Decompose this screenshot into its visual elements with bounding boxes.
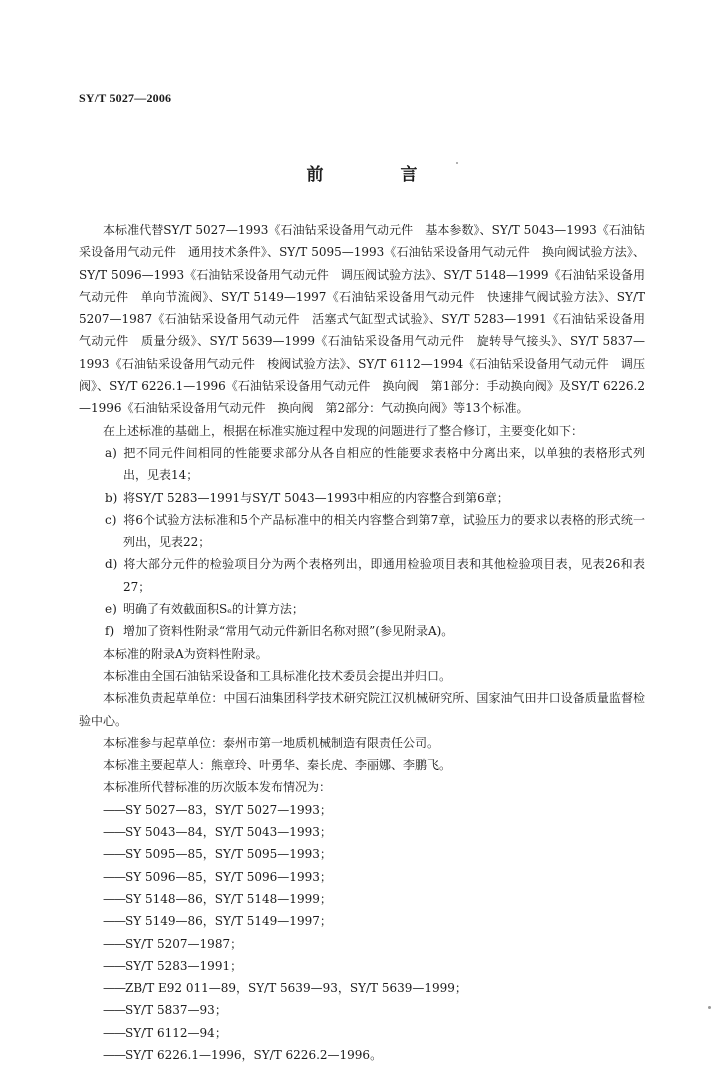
scan-speck bbox=[708, 1006, 711, 1009]
item-text: 将6个试验方法标准和5个产品标准中的相关内容整合到第7章，试验压力的要求以表格的形式统一列出，见表22； bbox=[123, 512, 645, 550]
foreword-body bbox=[79, 219, 645, 1066]
change-item bbox=[79, 553, 645, 598]
history-item bbox=[79, 799, 645, 821]
history-text: ZB/T E92 011—89，SY/T 5639—93，SY/T 5639—1999； bbox=[125, 981, 467, 996]
history-item bbox=[79, 977, 645, 999]
history-text: SY 5148—86，SY/T 5148—1999； bbox=[125, 891, 332, 906]
history-item bbox=[79, 888, 645, 910]
scan-speck bbox=[456, 162, 458, 164]
change-item bbox=[79, 620, 645, 642]
note-drafting-unit: 本标准负责起草单位：中国石油集团科学技术研究院江汉机械研究所、国家油气田井口设备质量监督检验中心。 bbox=[79, 691, 645, 728]
item-marker: e) bbox=[105, 602, 117, 617]
changes-lead: 在上述标准的基础上，根据在标准实施过程中发现的问题进行了整合修订，主要变化如下： bbox=[103, 423, 584, 438]
item-text: 明确了有效截面积Sₑ的计算方法； bbox=[123, 602, 304, 617]
note-annex: 本标准的附录A为资料性附录。 bbox=[103, 646, 268, 661]
history-text: SY 5096—85，SY/T 5096—1993； bbox=[125, 869, 332, 884]
history-dash: —— bbox=[103, 802, 125, 817]
history-text: SY/T 6112—94； bbox=[125, 1025, 227, 1040]
history-item bbox=[79, 999, 645, 1021]
history-item bbox=[79, 955, 645, 977]
item-marker: f) bbox=[105, 624, 115, 639]
history-item bbox=[79, 1044, 645, 1066]
history-text: SY 5043—84，SY/T 5043—1993； bbox=[125, 825, 332, 840]
change-item bbox=[79, 509, 645, 554]
history-item bbox=[79, 843, 645, 865]
history-text: SY/T 6226.1—1996，SY/T 6226.2—1996。 bbox=[125, 1047, 383, 1062]
history-dash: —— bbox=[103, 869, 125, 884]
item-text: 把不同元件间相同的性能要求部分从各自相应的性能要求表格中分离出来，以单独的表格形式列出，见表14； bbox=[123, 445, 645, 483]
history-dash: —— bbox=[103, 1025, 125, 1040]
note-history-lead: 本标准所代替标准的历次版本发布情况为： bbox=[103, 780, 332, 795]
item-marker: b) bbox=[105, 490, 118, 505]
history-dash: —— bbox=[103, 891, 125, 906]
history-text: SY/T 5837—93； bbox=[125, 1003, 227, 1018]
item-text: 增加了资料性附录“常用气动元件新旧名称对照”(参见附录A)。 bbox=[123, 624, 454, 639]
history-dash: —— bbox=[103, 981, 125, 996]
intro-paragraph: 本标准代替SY/T 5027—1993《石油钻采设备用气动元件 基本参数》、SY/T 5043—1993《石油钻采设备用气动元件 通用技术条件》、SY/T 5095—1993《石油钻采设备用气动元件 换向阀试验方法》、SY/T 5096—1993《石油钻采设备用气动元件 调压阀试验方法》、SY/T 5148—1999《石油钻采设备用气动元件 单向节流阀》、SY/T 5149—1997《石油钻采设备用气动元件 快速排气阀试验方法》、SY/T 5207—1987《石油钻采设备用气动元件 活塞式气缸型式试验》、SY/T 5283—1991《石油钻采设备用气动元件 质量分级》、SY/T 5639—1999《石油钻采设备用气动元件 旋转导气接头》、SY/T 5837—1993《石油钻采设备用气动元件 梭阀试验方法》、SY/T 6112—1994《石油钻采设备用气动元件 调压阀》、SY/T 6226.1—1996《石油钻采设备用气动元件 换向阀 第1部分：手动换向阀》及SY/T 6226.2—1996《石油钻采设备用气动元件 换向阀 第2部分：气动换向阀》等13个标准。 bbox=[79, 223, 645, 416]
item-text: 将SY/T 5283—1991与SY/T 5043—1993中相应的内容整合到第6章； bbox=[123, 490, 509, 505]
history-dash: —— bbox=[103, 1003, 125, 1018]
history-dash: —— bbox=[103, 936, 125, 951]
history-text: SY/T 5207—1987； bbox=[125, 936, 243, 951]
history-dash: —— bbox=[103, 914, 125, 929]
page-title: 前 言 bbox=[306, 165, 448, 185]
history-text: SY/T 5283—1991； bbox=[125, 958, 243, 973]
note-participating-unit: 本标准参与起草单位：泰州市第一地质机械制造有限责任公司。 bbox=[103, 735, 440, 750]
history-item bbox=[79, 1022, 645, 1044]
change-item bbox=[79, 442, 645, 487]
history-text: SY 5149—86，SY/T 5149—1997； bbox=[125, 914, 332, 929]
note-proposer: 本标准由全国石油钻采设备和工具标准化技术委员会提出并归口。 bbox=[103, 668, 452, 683]
history-item bbox=[79, 821, 645, 843]
history-item bbox=[79, 866, 645, 888]
history-text: SY 5095—85，SY/T 5095—1993； bbox=[125, 847, 332, 862]
history-dash: —— bbox=[103, 847, 125, 862]
item-marker: a) bbox=[105, 445, 117, 460]
history-dash: —— bbox=[103, 825, 125, 840]
change-item bbox=[79, 487, 645, 509]
item-marker: d) bbox=[105, 557, 118, 572]
history-text: SY 5027—83，SY/T 5027—1993； bbox=[125, 802, 332, 817]
history-dash: —— bbox=[103, 958, 125, 973]
note-drafters: 本标准主要起草人：熊章玲、叶勇华、秦长虎、李丽娜、李鹏飞。 bbox=[103, 758, 452, 773]
history-item bbox=[79, 933, 645, 955]
item-text: 将大部分元件的检验项目分为两个表格列出，即通用检验项目表和其他检验项目表，见表26和表27； bbox=[123, 557, 645, 594]
standard-code: SY/T 5027—2006 bbox=[79, 91, 172, 105]
change-item bbox=[79, 598, 645, 620]
history-dash: —— bbox=[103, 1047, 125, 1062]
item-marker: c) bbox=[105, 512, 117, 527]
history-item bbox=[79, 910, 645, 932]
